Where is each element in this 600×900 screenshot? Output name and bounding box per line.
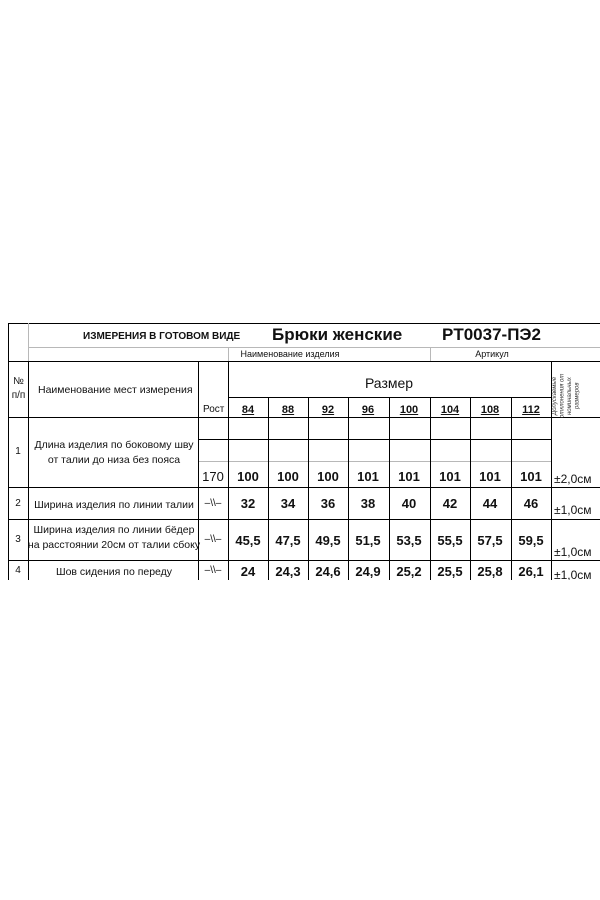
measurement-value: 46 [523, 496, 539, 511]
height-value: 170 [202, 469, 224, 484]
height-value: –\\– [204, 498, 222, 509]
measurements-label: ИЗМЕРЕНИЯ В ГОТОВОМ ВИДЕ [83, 331, 241, 342]
size-header: 108 [480, 404, 500, 416]
measurement-sheet [0, 320, 600, 580]
measurement-value: 40 [401, 496, 417, 511]
size-header: 92 [321, 404, 335, 416]
grid-line [28, 347, 600, 348]
measurement-value: 24,6 [315, 564, 341, 579]
measurement-place: Шов сидения по переду [55, 566, 173, 578]
grid-line [308, 397, 309, 580]
measurement-value: 59,5 [518, 533, 544, 548]
measurement-value: 24,3 [275, 564, 301, 579]
grid-line [198, 439, 551, 440]
measurement-value: 24,9 [355, 564, 381, 579]
grid-line [430, 397, 431, 580]
height-column-header: Рост [203, 404, 225, 415]
size-header: 100 [399, 404, 419, 416]
row-number: 4 [15, 565, 21, 576]
measurement-value: 34 [280, 496, 296, 511]
measurement-value: 42 [442, 496, 458, 511]
measurement-value: 57,5 [477, 533, 503, 548]
measurement-value: 24 [240, 564, 256, 579]
grid-line [470, 397, 471, 580]
measurement-value: 49,5 [315, 533, 341, 548]
height-value: –\\– [204, 534, 222, 545]
measurement-value: 101 [439, 469, 461, 484]
measurement-value: 25,2 [396, 564, 422, 579]
grid-line [511, 397, 512, 580]
measurement-value: 44 [482, 496, 498, 511]
measurement-value: 26,1 [518, 564, 544, 579]
place-column-header: Наименование мест измерения [38, 384, 193, 396]
height-value: –\\– [204, 565, 222, 576]
size-header: 88 [281, 404, 295, 416]
measurement-value: 47,5 [275, 533, 301, 548]
measurement-place: Ширина изделия по линии талии [34, 499, 194, 511]
grid-line [268, 397, 269, 580]
size-header: 96 [361, 404, 375, 416]
tolerance-value: ±1,0см [554, 503, 592, 517]
row-number: 1 [15, 446, 21, 457]
row-number: 3 [15, 534, 21, 545]
tolerance-value: ±2,0см [554, 472, 592, 486]
tolerance-column-header: Допускаемые отклонения от номинальных размеров [552, 373, 581, 419]
size-header: 112 [522, 404, 540, 416]
tolerance-value: ±1,0см [554, 568, 592, 580]
measurement-value: 100 [277, 469, 299, 484]
product-name-caption: Наименование изделия [240, 349, 340, 359]
measurement-value: 101 [398, 469, 420, 484]
measurement-value: 51,5 [355, 533, 381, 548]
measurement-place: Длина изделия по боковому шву от талии до низа без пояса [34, 439, 194, 467]
grid-line [8, 323, 9, 580]
measurement-value: 53,5 [396, 533, 422, 548]
measurement-value: 25,5 [437, 564, 463, 579]
grid-line [228, 361, 229, 580]
grid-line [8, 361, 600, 362]
article-caption: Артикул [475, 349, 509, 359]
grid-line [430, 347, 431, 361]
grid-line [389, 397, 390, 580]
size-header: 104 [440, 404, 460, 416]
measurement-value: 101 [479, 469, 501, 484]
measurement-value: 101 [520, 469, 542, 484]
article-code: PT0037-ПЭ2 [442, 325, 541, 344]
product-name: Брюки женские [272, 325, 403, 344]
measurement-value: 38 [360, 496, 376, 511]
row-number: 2 [15, 498, 21, 509]
grid-line [28, 323, 29, 361]
number-column-header: № п/п [11, 376, 26, 401]
size-header: 84 [241, 404, 255, 416]
measurement-value: 32 [240, 496, 256, 511]
measurement-value: 45,5 [235, 533, 261, 548]
measurement-value: 55,5 [437, 533, 463, 548]
measurement-value: 36 [320, 496, 336, 511]
size-column-header: Размер [364, 375, 414, 391]
grid-line [228, 347, 229, 361]
grid-line [348, 397, 349, 580]
measurement-value: 101 [357, 469, 379, 484]
measurement-place: Ширина изделия по линии бёдер на расстоянии 20см от талии сбоку [27, 524, 201, 552]
measurement-value: 100 [237, 469, 259, 484]
measurement-value: 100 [317, 469, 339, 484]
measurement-value: 25,8 [477, 564, 503, 579]
grid-line [8, 323, 600, 324]
tolerance-value: ±1,0см [554, 545, 592, 559]
grid-line [198, 461, 551, 462]
